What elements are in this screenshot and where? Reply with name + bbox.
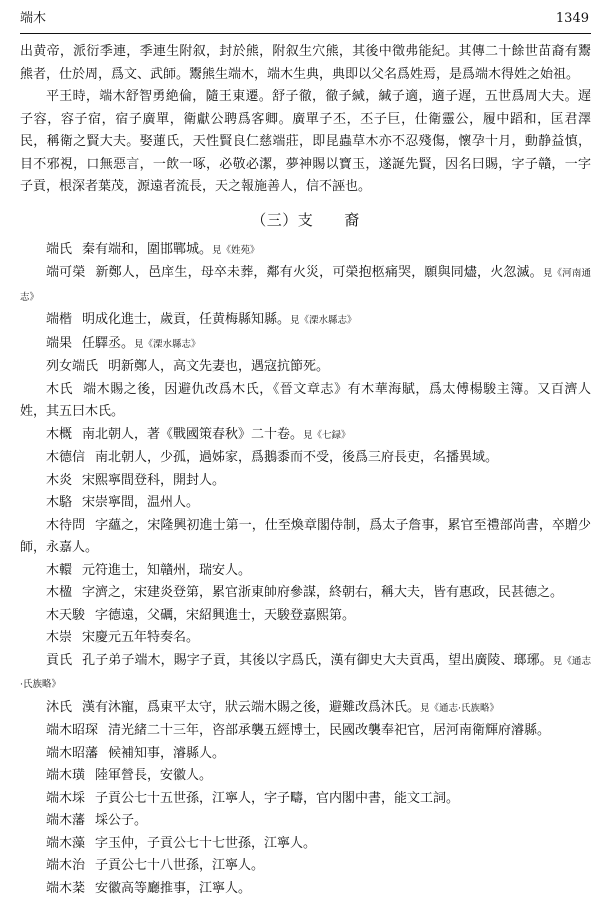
entry-name: 列女端氏 bbox=[46, 359, 99, 374]
entry-text: 端木賜之後，因避仇改爲木氏，《晉文章志》有木華海賦，爲太傅楊駿主簿。又百濟人姓，其五曰木氏。 bbox=[20, 381, 591, 419]
entry bbox=[20, 560, 591, 583]
entry-text: 明成化進士，歲貢，任黄梅縣知縣。 bbox=[82, 312, 291, 327]
source-note: 見《通志·氏族略》 bbox=[420, 702, 500, 714]
entry-name: 端木藩 bbox=[46, 813, 86, 828]
page-number: 1349 bbox=[555, 11, 589, 26]
entry-text: 宋熙寧間登科，開封人。 bbox=[82, 472, 226, 488]
entry-text: 元符進士，知贛州，瑞安人。 bbox=[82, 562, 252, 578]
entry bbox=[20, 309, 591, 333]
entry-name: 端木昭琛 bbox=[46, 723, 99, 738]
entry-name: 木炎 bbox=[46, 472, 73, 488]
entry bbox=[20, 833, 591, 856]
header-rule bbox=[20, 33, 591, 34]
entry-name: 木天駿 bbox=[46, 607, 86, 623]
entry bbox=[20, 379, 591, 424]
entry bbox=[20, 788, 591, 811]
entry-name: 端木埰 bbox=[46, 790, 86, 806]
entry bbox=[20, 855, 591, 878]
entry-text: 南北朝人，少孤，過姊家，爲鵝黍而不受，後爲三府長吏，名播異域。 bbox=[95, 450, 499, 465]
entry bbox=[20, 582, 591, 605]
page-header bbox=[20, 10, 591, 28]
entry-text: 新鄭人，邑庠生，母卒未葬，鄰有火災，可榮抱柩痛哭，願與同燼，火忽滅。 bbox=[95, 265, 543, 280]
entry-text: 秦有端和，圍邯鄲城。 bbox=[82, 241, 213, 257]
entry-name: 木德信 bbox=[46, 450, 86, 465]
entry bbox=[20, 492, 591, 515]
source-note: 見《通志·氏族略》 bbox=[20, 655, 591, 690]
entry bbox=[20, 878, 591, 901]
entry-name: 木轘 bbox=[46, 562, 73, 578]
running-title: 端木 bbox=[20, 11, 47, 26]
entry bbox=[20, 447, 591, 470]
entry bbox=[20, 239, 591, 263]
source-note: 見《溧水縣志》 bbox=[290, 315, 357, 326]
entry-text: 宋崇寧間，温州人。 bbox=[82, 495, 200, 510]
entry-name: 木概 bbox=[46, 426, 73, 442]
page-body bbox=[20, 41, 591, 900]
entry bbox=[20, 627, 591, 650]
entry-text: 宋慶元五年特奏名。 bbox=[82, 630, 200, 645]
entry-text: 安徽高等廳推事，江寧人。 bbox=[95, 880, 252, 896]
entry-list bbox=[20, 239, 591, 901]
entry bbox=[20, 515, 591, 560]
entry-name: 沐氏 bbox=[46, 699, 73, 715]
entry-name: 端可榮 bbox=[46, 265, 86, 280]
entry-text: 子貢公七十八世孫，江寧人。 bbox=[95, 858, 265, 873]
entry bbox=[20, 810, 591, 833]
entry bbox=[20, 262, 591, 309]
entry-name: 端木棻 bbox=[46, 880, 86, 896]
entry-name: 端楷 bbox=[46, 312, 73, 327]
source-note: 見《姓苑》 bbox=[212, 244, 260, 256]
section-title: （三）支 裔 bbox=[251, 210, 360, 229]
entry bbox=[20, 470, 591, 493]
entry-name: 端木治 bbox=[46, 858, 86, 873]
entry-text: 字德遠，父礪，宋紹興進士，天駿登嘉熙第。 bbox=[95, 607, 356, 623]
entry-text: 字玉仲，子貢公七十七世孫，江寧人。 bbox=[95, 835, 317, 851]
entry bbox=[20, 697, 591, 721]
entry-name: 端木藻 bbox=[46, 835, 86, 851]
entry bbox=[20, 743, 591, 766]
entry-text: 字濟之，宋建炎登第，累官浙東帥府參謀，終朝右，稱大夫，皆有惠政，民甚德之。 bbox=[82, 585, 564, 600]
source-note: 見《溧水縣志》 bbox=[134, 338, 201, 350]
entry-text: 候補知事，濬縣人。 bbox=[108, 745, 226, 761]
entry-text: 南北朝人，著《戰國策春秋》二十卷。 bbox=[82, 426, 304, 442]
entry-text: 陸軍營長，安徽人。 bbox=[95, 768, 213, 783]
entry-name: 木崇 bbox=[46, 630, 73, 645]
entry-text: 字蘊之，宋隆興初進士第一，仕至煥章閣侍制，爲太子詹事，累官至禮部尚書，卒贈少師，永嘉人。 bbox=[20, 517, 591, 555]
entry-name: 貢氏 bbox=[46, 652, 73, 668]
entry-text: 明新鄭人，高文先妻也，遇寇抗節死。 bbox=[108, 359, 330, 374]
entry-name: 木氏 bbox=[46, 381, 74, 397]
entry-name: 端果 bbox=[46, 335, 73, 351]
entry-name: 端氏 bbox=[46, 241, 73, 257]
source-note: 見《七録》 bbox=[303, 429, 351, 441]
entry-text: 子貢公七十五世孫，江寧人，字子疇，官内閣中書，能文工詞。 bbox=[95, 790, 460, 806]
entry-text: 孔子弟子端木，賜字子貢，其後以字爲氏，漢有御史大夫貢禹，望出廣陵、瑯琊。 bbox=[82, 652, 553, 668]
entry-text: 埰公子。 bbox=[95, 813, 148, 828]
entry bbox=[20, 333, 591, 357]
entry-name: 端木璜 bbox=[46, 768, 86, 783]
entry bbox=[20, 605, 591, 628]
entry-name: 端木昭藩 bbox=[46, 745, 99, 761]
intro-paragraph: 出黄帝，派衍季連，季連生附叙，封於熊，附叙生穴熊，其後中徵弗能紀。其傳二十餘世苗裔有鬻熊者，仕於周，爲文、武師。鬻熊生端木，端木生典，典即以父名爲姓焉，是爲端木得姓之始祖。 bbox=[20, 44, 591, 82]
source-note: 見《河南通志》 bbox=[20, 268, 591, 303]
entry-text: 清光緒二十三年，咨部承襲五經博士，民國改襲奉祀官，居河南衛輝府濬縣。 bbox=[108, 723, 551, 738]
entry bbox=[20, 424, 591, 448]
entry-text: 漢有沐寵，爲東平太守，狀云端木賜之後，避難改爲沐氏。 bbox=[82, 699, 421, 715]
entry bbox=[20, 720, 591, 743]
entry-name: 木待問 bbox=[46, 517, 86, 533]
entry-name: 木楹 bbox=[46, 585, 73, 600]
intro-paragraph: 平王時，端木舒智勇絶倫，隨王東遷。舒子徹，徹子緘，緘子適，適子遅，五世爲周大夫。遅子容，容子宿，宿子廣單，衛獻公聘爲客卿。廣單子丕，丕子巨，仕衛靈公，履中蹈和，匡君澤民，稱衛之賢大夫。娶蓮氏，天性賢良仁慈端莊，即昆蟲草木亦不忍殘傷，懷孕十月，動静益慎，目不邪視，口無惡言，一飲一啄，必敬必潔，夢神賜以寶玉，遂誕先賢，因名曰賜，字子贛，一字子貢，根深者葉茂，源遠者流長，天之報施善人，信不誣也。 bbox=[20, 89, 591, 194]
entry-text: 任驛丞。 bbox=[82, 335, 135, 351]
entry bbox=[20, 650, 591, 697]
entry bbox=[20, 356, 591, 379]
entry bbox=[20, 765, 591, 788]
entry-name: 木駱 bbox=[46, 495, 73, 510]
